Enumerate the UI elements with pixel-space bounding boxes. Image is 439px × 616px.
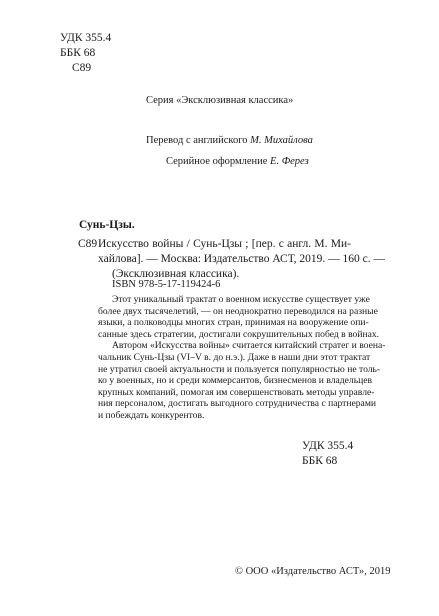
bbk-code-bottom: ББК 68 [302, 455, 338, 467]
translation-label: Перевод с английского [146, 135, 251, 146]
copyright-notice: © ООО «Издательство АСТ», 2019 [235, 566, 391, 577]
design-label: Серийное оформление [166, 156, 271, 167]
catalog-line: (Эксклюзивная классика). [112, 268, 240, 280]
author-mark: С89 [72, 62, 92, 74]
abstract-line: Автором «Искусства войны» считается китайский стратег и военa- [112, 340, 386, 352]
abstract-line: крупных компаний, помогая им совершенствовать методы управле- [98, 386, 375, 398]
bbk-code: ББК 68 [60, 47, 96, 59]
abstract [98, 294, 386, 422]
series-line: Серия «Эксклюзивная классика» [146, 95, 294, 106]
abstract-line: Этот уникальный трактат о военном искусстве существует уже [112, 294, 370, 305]
abstract-line: санные здесь стратегии, достигали сокрушительных побед в войнах. [98, 328, 380, 340]
classification-codes-bottom [302, 439, 353, 469]
abstract-line: не утратил своей актуальности и пользуется популярностью не толь- [98, 363, 381, 375]
abstract-line: ния персоналом, достигать выгодного сотрудничества с партнерами [98, 398, 377, 410]
abstract-line: более двух тысячелетий, — он неоднократно переводился на разные [98, 305, 378, 317]
translator-name: М. Михайлова [250, 135, 313, 146]
catalog-entry [78, 237, 385, 282]
abstract-line: языки, а полководцы многих стран, принимая на вооружение опи- [98, 317, 369, 329]
abstract-line: чальник Сунь-Цзы (VI–V в. до н.э.). Даже в наши дни этот трактат [98, 351, 371, 363]
design-credit [166, 156, 309, 167]
classification-codes-top [60, 31, 111, 76]
catalog-code: С89 [78, 238, 98, 250]
isbn: ISBN 978-5-17-119424-6 [112, 279, 221, 290]
catalog-line: Искусство войны / Сунь-Цзы ; [пер. с англ. М. Ми- [98, 238, 351, 250]
udk-code-bottom: УДК 355.4 [302, 440, 354, 452]
abstract-line: и побеждать конкурентов. [98, 409, 205, 421]
translation-credit [146, 135, 313, 146]
udk-code: УДК 355.4 [60, 32, 112, 44]
abstract-line: ко у военных, но и среди коммерсантов, бизнесменов и владельцев [98, 375, 373, 387]
catalog-line: хайлова]. — Москва: Издательство АСТ, 2019. — 160 с. — [98, 253, 385, 265]
catalog-author: Сунь-Цзы. [79, 219, 135, 231]
designer-name: Е. Ферез [270, 156, 309, 167]
